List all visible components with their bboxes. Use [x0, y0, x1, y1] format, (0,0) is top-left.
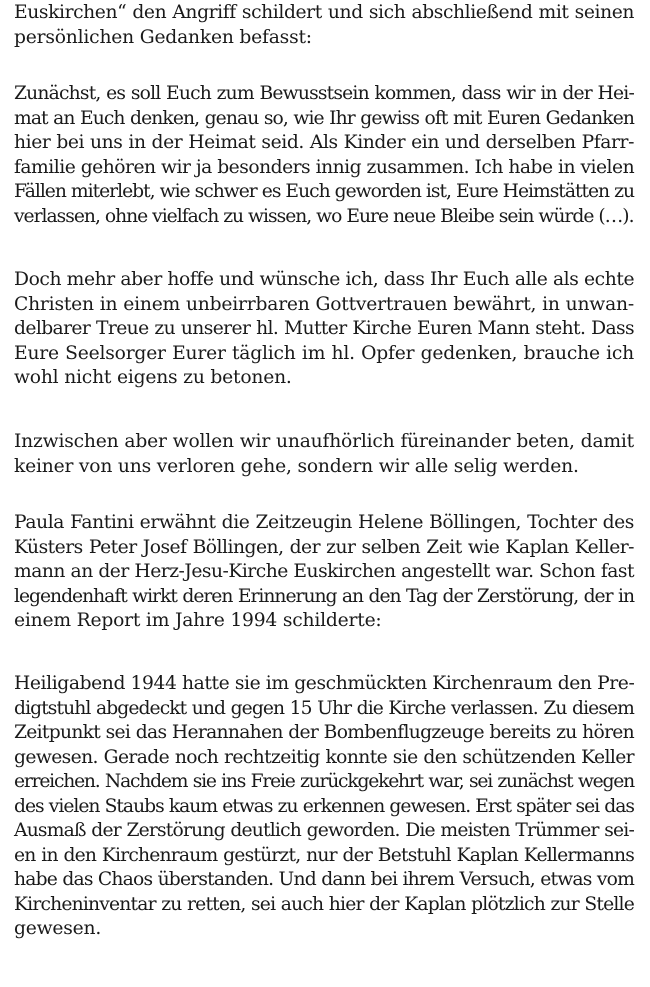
text-line: Doch mehr aber hoffe und wünsche ich, dass Ihr Euch alle als echte [14, 269, 635, 290]
text-line: einem Report im Jahre 1994 schilderte: [14, 610, 382, 631]
paragraph-christmas-eve [14, 672, 634, 942]
text-line: Zunächst, es soll Euch zum Bewusstsein kommen, dass wir in der Hei- [14, 83, 634, 104]
text-line: mann an der Herz-Jesu-Kirche Euskirchen angestellt war. Schon fast [14, 561, 634, 582]
text-line: digtstuhl abgedeckt und gegen 15 Uhr die Kirche verlassen. Zu diesem [14, 697, 634, 719]
text-line: Euskirchen“ den Angriff schildert und sich abschließend mit seinen [14, 2, 634, 23]
text-line: Inzwischen aber wollen wir unaufhörlich füreinander beten, damit [14, 431, 634, 452]
text-line: Kircheninventar zu retten, sei auch hier der Kaplan plötzlich zur Stelle [14, 893, 634, 915]
paragraph-witness [14, 511, 634, 634]
paragraph-quote-2 [14, 268, 634, 391]
text-line: legendenhaft wirkt deren Erinnerung an den Tag der Zerstörung, der in [14, 585, 634, 607]
text-line: Eure Seelsorger Eurer täglich im hl. Opfer gedenken, brauche ich [14, 342, 634, 364]
text-line: delbarer Treue zu unserer hl. Mutter Kirche Euren Mann steht. Dass [14, 318, 634, 339]
text-line: Heiligabend 1944 hatte sie im geschmückten Kirchenraum den Pre- [14, 673, 635, 694]
text-line: Küsters Peter Josef Böllingen, der zur selben Zeit wie Kaplan Keller- [14, 536, 634, 558]
text-line: gewesen. [14, 918, 102, 939]
text-line: Ausmaß der Zerstörung deutlich geworden. Die meisten Trümmer sei- [14, 820, 634, 841]
text-line: Zeitpunkt sei das Herannahen der Bombenflugzeuge bereits zu hören [14, 722, 634, 743]
text-line: mat an Euch denken, genau so, wie Ihr gewiss oft mit Euren Gedanken [14, 107, 634, 129]
text-line: gewesen. Gerade noch rechtzeitig konnte sie den schützenden Keller [14, 746, 634, 768]
paragraph-intro [14, 1, 634, 50]
text-line: en in den Kirchenraum gestürzt, nur der Betstuhl Kaplan Kellermanns [14, 844, 634, 866]
text-line: Paula Fantini erwähnt die Zeitzeugin Helene Böllingen, Tochter des [14, 512, 634, 533]
text-line: habe das Chaos überstanden. Und dann bei ihrem Versuch, etwas vom [14, 869, 634, 890]
text-line: verlassen, ohne vielfach zu wissen, wo Eure neue Bleibe sein würde (…). [14, 205, 634, 227]
text-line: familie gehören wir ja besonders innig zusammen. Ich habe in vielen [14, 156, 635, 178]
text-line: wohl nicht eigens zu betonen. [14, 367, 292, 388]
paragraph-quote-3 [14, 430, 634, 479]
text-line: hier bei uns in der Heimat seid. Als Kinder ein und derselben Pfarr- [14, 132, 634, 153]
text-line: Christen in einem unbeirrbaren Gottvertrauen bewährt, in unwan- [14, 293, 634, 315]
text-line: des vielen Staubs kaum etwas zu erkennen gewesen. Erst später sei das [14, 795, 634, 817]
text-line: erreichen. Nachdem sie ins Freie zurückgekehrt war, sei zunächst wegen [14, 771, 634, 792]
text-line: keiner von uns verloren gehe, sondern wir alle selig werden. [14, 455, 579, 477]
text-line: Fällen miterlebt, wie schwer es Euch geworden ist, Eure Heimstätten zu [14, 181, 634, 202]
paragraph-quote-1 [14, 82, 634, 229]
text-line: persönlichen Gedanken befasst: [14, 26, 312, 48]
